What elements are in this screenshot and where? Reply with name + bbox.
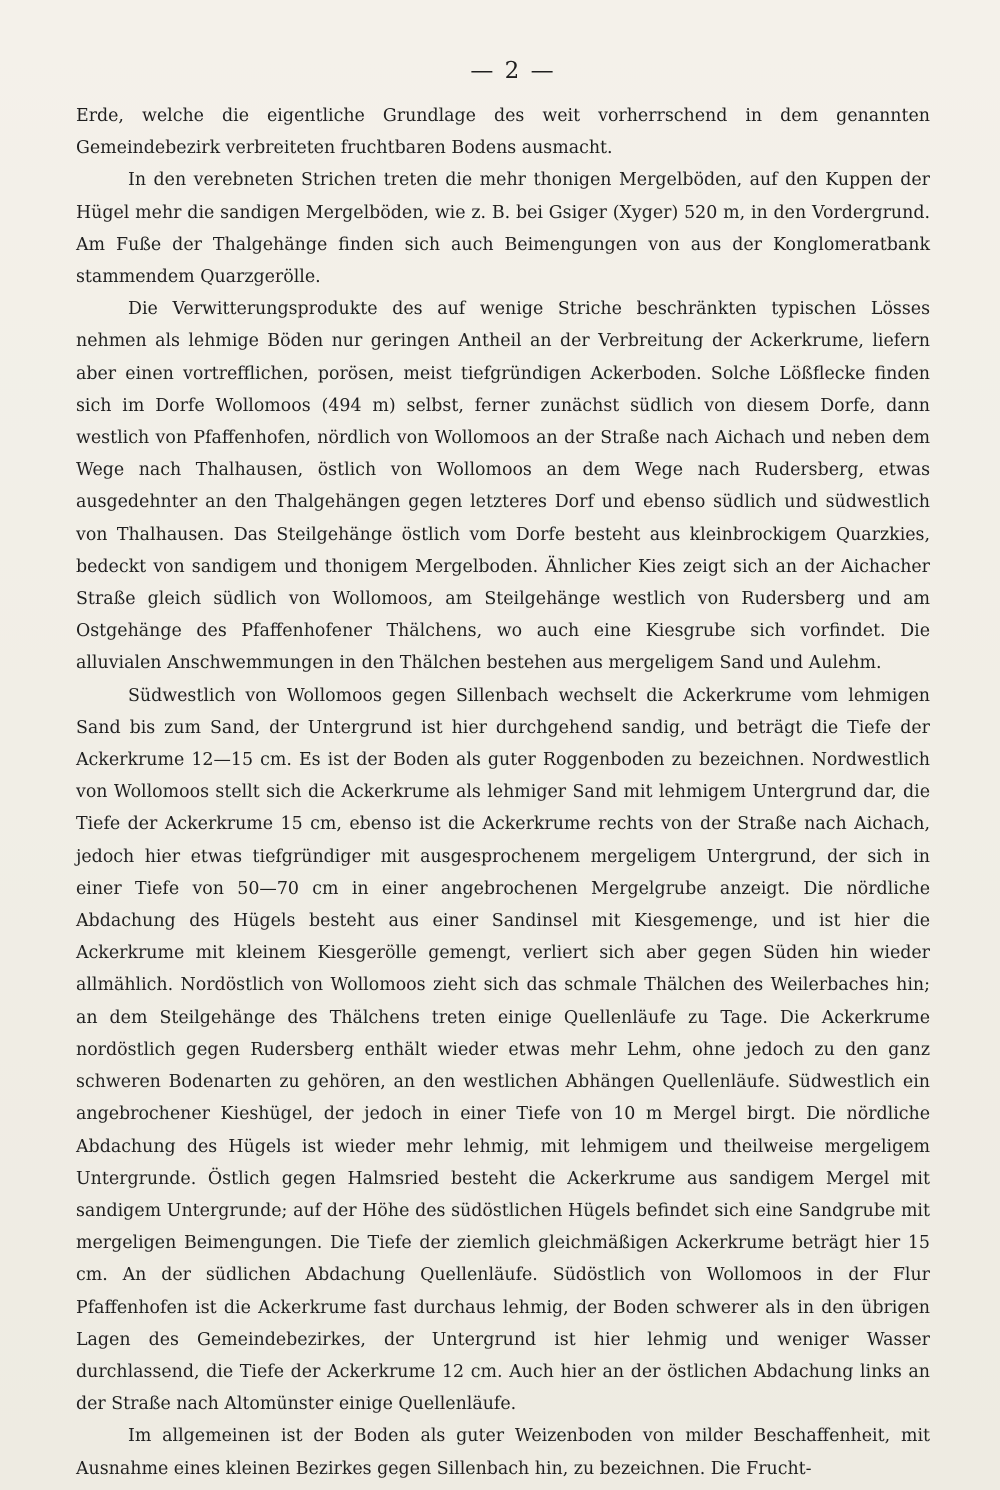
paragraph-2: In den verebneten Strichen treten die mehr thonigen Mergelböden, auf den Kuppen der Hügel mehr die sandigen Mergelböden, wie z. B. bei Gsiger (Xyger) 520 m, in den Vordergrund. Am Fuße der Thalgehänge finden sich auch Beimengungen von aus der Konglomeratbank stammendem Quarzgerölle. [76,170,930,288]
page-number: — 2 — [470,58,556,84]
paragraph-4: Südwestlich von Wollomoos gegen Sillenbach wechselt die Ackerkrume vom lehmigen Sand bis zum Sand, der Untergrund ist hier durchgehend sandig, und beträgt die Tiefe der Ackerkrume 12—15 cm. Es ist der Boden als guter Roggenboden zu bezeichnen. Nordwestlich von Wollomoos stellt sich die Ackerkrume als lehmiger Sand mit lehmigem Untergrund dar, die Tiefe der Ackerkrume 15 cm, ebenso ist die Ackerkrume rechts von der Straße nach Aichach, jedoch hier etwas tiefgründiger mit ausgesprochenem mergeligem Untergrund, der sich in einer Tiefe von 50—70 cm in einer angebrochenen Mergelgrube anzeigt. Die nördliche Abdachung des Hügels besteht aus einer Sandinsel mit Kiesgemenge, und ist hier die Ackerkrume mit kleinem Kiesgerölle gemengt, verliert sich aber gegen Süden hin wieder allmählich. Nordöstlich von Wollomoos zieht sich das schmale Thälchen des Weilerbaches hin; an dem Steilgehänge des Thälchens treten einige Quellenläufe zu Tage. Die Ackerkrume nordöstlich gegen Rudersberg enthält wieder etwas mehr Lehm, ohne jedoch zu den ganz schweren Bodenarten zu gehören, an den westlichen Abhängen Quellenläufe. Südwestlich ein angebrochener Kieshügel, der jedoch in einer Tiefe von 10 m Mergel birgt. Die nördliche Abdachung des Hügels ist wieder mehr lehmig, mit lehmigem und theilweise mergeligem Untergrunde. Östlich gegen Halmsried besteht die Ackerkrume aus sandigem Mergel mit sandigem Untergrunde; auf der Höhe des südöstlichen Hügels befindet sich eine Sandgrube mit mergeligen Beimengungen. Die Tiefe der ziemlich gleichmäßigen Ackerkrume beträgt hier 15 cm. An der südlichen Abdachung Quellenläufe. Südöstlich von Wollomoos in der Flur Pfaffenhofen ist die Ackerkrume fast durchaus lehmig, der Boden schwerer als in den übrigen Lagen des Gemeindebezirkes, der Untergrund ist hier lehmig und weniger Wasser durchlassend, die Tiefe der Ackerkrume 12 cm. Auch hier an der östlichen Abdachung links an der Straße nach Altomünster einige Quellenläufe. [76,685,930,1415]
paragraph-5: Im allgemeinen ist der Boden als guter Weizenboden von milder Beschaffenheit, mit Ausnahme eines kleinen Bezirkes gegen Sillenbach hin, zu bezeichnen. Die Frucht- [76,1426,930,1479]
body-text [76,100,930,1485]
paragraph-3: Die Verwitterungsprodukte des auf wenige Striche beschränkten typischen Lösses nehmen als lehmige Böden nur geringen Antheil an der Verbreitung der Ackerkrume, liefern aber einen vortrefflichen, porösen, meist tiefgründigen Ackerboden. Solche Lößflecke finden sich im Dorfe Wollomoos (494 m) selbst, ferner zunächst südlich von diesem Dorfe, dann westlich von Pfaffenhofen, nördlich von Wollomoos an der Straße nach Aichach und neben dem Wege nach Thalhausen, östlich von Wollomoos an dem Wege nach Rudersberg, etwas ausgedehnter an den Thalgehängen gegen letzteres Dorf und ebenso südlich und südwestlich von Thalhausen. Das Steilgehänge östlich vom Dorfe besteht aus kleinbrockigem Quarzkies, bedeckt von sandigem und thonigem Mergelboden. Ähnlicher Kies zeigt sich an der Aichacher Straße gleich südlich von Wollomoos, am Steilgehänge westlich von Rudersberg und am Ostgehänge des Pfaffenhofener Thälchens, wo auch eine Kiesgrube sich vorfindet. Die alluvialen Anschwemmungen in den Thälchen bestehen aus mergeligem Sand und Aulehm. [76,299,930,674]
paragraph-1: Erde, welche die eigentliche Grundlage des weit vorherrschend in dem genannten Gemeindebezirk verbreiteten fruchtbaren Bodens ausmacht. [76,106,930,159]
